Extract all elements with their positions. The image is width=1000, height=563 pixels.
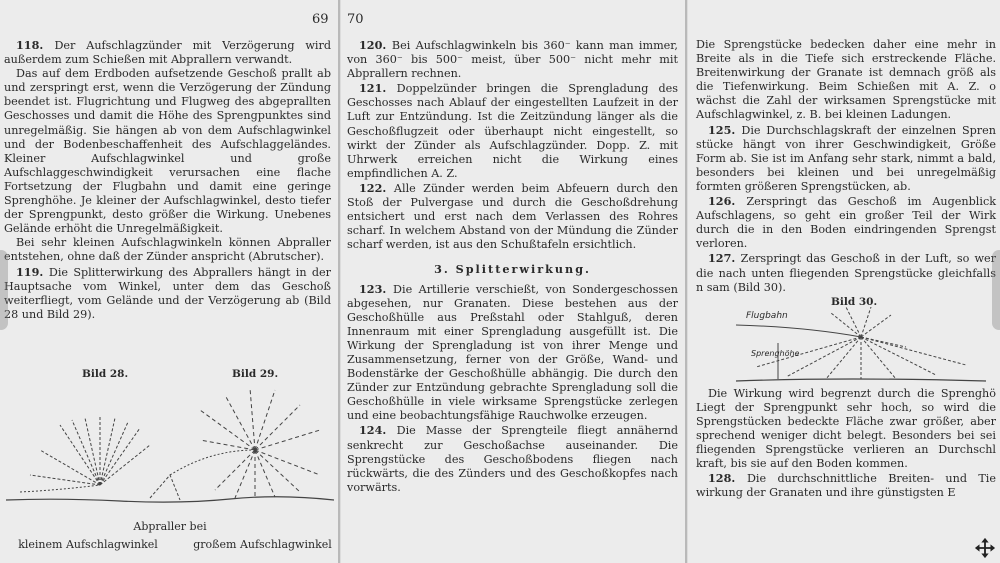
- paragraph-text: Das auf dem Erdboden aufsetzende Geschoß prallt ab und zerspringt erst, wenn die Verzögerung der Zündung beendet ist. Flugrichtung und Flugweg des abgeprallten Geschosses und damit die Höhe des Sprengpunktes sind unregelmäßig. Sie hängen ab von dem Aufschlagwinkel und der Bodenbeschaffenheit des Aufschlaggeländes. Kleiner Aufschlagwinkel und große Aufschlaggeschwindigkeit verursachen eine flache Fortsetzung der Flugbahn und damit eine geringe Sprenghöhe. Je kleiner der Aufschlagwinkel, desto tiefer der Sprengpunkt, desto größer die Wirkung. Unebenes Gelände erhöht die Unregelmäßigkeit.: [4, 67, 331, 236]
- paragraph-text: Der Aufschlagzünder mit Verzögerung wird außerdem zum Schießen mit Abprallern verwandt.: [4, 39, 331, 67]
- paragraph-number: 128.: [708, 471, 747, 486]
- paragraph: [347, 181, 678, 252]
- paragraph-text: Doppelzünder bringen die Sprengladung des Geschosses nach Ablauf der eingestellten Laufzeit in der Luft zur Entzündung. Ist die Zeitzündung länger als die Geschoßflugzeit oder überhaupt nicht eingestellt, so wirkt der Zünder als Aufschlagzünder. Dopp. Z. mit Uhrwerk erreichen nicht die Wirkung eines empfindlichen A. Z.: [347, 82, 678, 180]
- paragraph: [696, 194, 996, 251]
- page-turn-hint-left[interactable]: [0, 250, 8, 330]
- paragraph: [696, 387, 996, 472]
- paragraph-text: Die Durchschlagskraft der einzelnen Spren stücke hängt von ihrer Geschwindigkeit, Größe Form ab. Sie ist im Anfang sehr stark, nimmt a bald, besonders bei kleinen und bei unregelmäßig formten größeren Sprengstücken, ab.: [696, 123, 996, 193]
- paragraph: [347, 282, 678, 424]
- paragraph-text: Bei sehr kleinen Aufschlagwinkeln können Abpraller entstehen, ohne daß der Zünder anspricht (Abrutscher).: [4, 236, 331, 264]
- figure-caption-top: Abpraller bei: [133, 520, 207, 533]
- section-title: 3. Splitterwirkung.: [434, 262, 591, 277]
- paragraph-text: Die Wirkung wird begrenzt durch die Sprenghö Liegt der Sprengpunkt sehr hoch, so wird die Sprengstücken bedeckte Fläche zwar größer, aber sprechend weniger dicht belegt. Besonders bei sei fliegenden Sprengstücke verlieren an Durchschl kraft, bis sie auf den Boden kommen.: [696, 386, 996, 471]
- figure-label-30: Bild 30.: [831, 295, 878, 308]
- paragraph-text: Alle Zünder werden beim Abfeuern durch den Stoß der Pulvergase und durch die Geschoßdrehung entsichert und erst nach dem Verlassen des Rohres scharf. In welchem Abstand von der Mündung die Zünder scharf werden, ist aus den Schußtafeln ersichtlich.: [347, 181, 678, 252]
- page-gutter-2: [685, 0, 687, 563]
- paragraph-number: 119.: [16, 264, 49, 279]
- figure-ricochet: [0, 380, 338, 515]
- paragraph: [696, 471, 996, 500]
- paragraph: [4, 67, 331, 236]
- figure-label-28: Bild 28.: [82, 368, 129, 380]
- paragraph: [4, 265, 331, 322]
- page-turn-hint-right[interactable]: [992, 250, 1000, 330]
- text-column-left: [4, 38, 331, 322]
- page-gutter-1: [338, 0, 340, 563]
- page-right: [688, 0, 1000, 563]
- paragraph-number: 126.: [708, 194, 747, 209]
- paragraph-text: Die Splitterwirkung des Abprallers hängt in der Hauptsache vom Winkel, unter dem das Geschoß weiterfliegt, vom Gelände und der Verzögerung ab (Bild 28 und Bild 29).: [4, 265, 331, 321]
- paragraph-text: Die Artillerie verschießt, von Sondergeschossen abgesehen, nur Granaten. Diese bestehen aus der Geschoßhülle aus Preßstahl oder Stahlguß, deren Innenraum mit einer Sprengladung ausgefüllt ist. Die Wirkung der Sprengladung ist von ihrer Menge und Zusammensetzung, ferner von der Größe, Wand- und Bodenstärke der Geschoßhülle abhängig. Die durch den Zünder zur Entzündung gebrachte Sprengladung soll die Geschoßhülle in viele wirksame Sprengstücke zerlegen und eine beobachtungsfähige Rauchwolke erzeugen.: [347, 282, 678, 423]
- paragraph-number: 127.: [708, 251, 741, 266]
- paragraph-text: Bei Aufschlagwinkeln bis 360⁻ kann man immer, von 360⁻ bis 500⁻ meist, über 500⁻ nicht mehr mit Abprallern rechnen.: [347, 39, 678, 81]
- paragraph: [696, 38, 996, 123]
- page-number-left: 69: [312, 12, 329, 27]
- paragraph: [4, 236, 331, 264]
- paragraph: [4, 38, 331, 67]
- airburst-diagram: [696, 307, 996, 387]
- paragraph-text: Zerspringt das Geschoß im Augenblick Aufschlagens, so geht ein großer Teil der Wirk durch die in den Boden eindringenden Sprengst verloren.: [696, 195, 996, 251]
- page-left: [0, 0, 338, 563]
- paragraph-text: Die Sprengstücke bedecken daher eine mehr in Breite als in die Tiefe sich erstreckende Fläche. Breitenwirkung der Granate ist demnach größ als die Tiefenwirkung. Beim Schießen mit A. Z. o wächst die Zahl der wirksamen Sprengstücke mit Aufschlagwinkel, z. B. bei kleinen Ladungen.: [696, 38, 996, 122]
- paragraph-number: 121.: [359, 81, 397, 96]
- figure-caption-left: kleinem Aufschlagwinkel: [18, 538, 158, 551]
- paragraph-number: 120.: [359, 38, 392, 52]
- paragraph-number: 124.: [359, 423, 397, 438]
- text-column-right: [696, 38, 996, 500]
- paragraph-number: 125.: [708, 122, 742, 137]
- paragraph: [696, 251, 996, 294]
- paragraph-number: 122.: [359, 180, 394, 195]
- figure-caption-right: großem Aufschlagwinkel: [193, 538, 332, 551]
- figure-airburst: [696, 295, 996, 387]
- move-arrows-icon[interactable]: [974, 537, 996, 559]
- flugbahn-label: Flugbahn: [746, 310, 788, 321]
- paragraph: [347, 423, 678, 494]
- page-middle: [341, 0, 685, 563]
- paragraph: [347, 38, 678, 81]
- paragraph: [696, 123, 996, 194]
- paragraph-text: Die durchschnittliche Breiten- und Tie wirkung der Granaten und ihre günstigsten E: [696, 472, 996, 500]
- page-number-middle: 70: [347, 12, 364, 27]
- paragraph-text: Zerspringt das Geschoß in der Luft, so wer die nach unten fliegenden Sprengstücke gleichfalls n sam (Bild 30).: [696, 252, 996, 294]
- paragraph-number: 118.: [16, 38, 55, 52]
- text-column-middle: [347, 38, 678, 495]
- paragraph-text: Die Masse der Sprengteile fliegt annähernd senkrecht zur Geschoßachse auseinander. Die Sprengstücke des Geschoßbodens fliegen nach rückwärts, die des Zünders und des Geschoßkopfes nach vorwärts.: [347, 424, 678, 494]
- paragraph-number: 123.: [359, 281, 394, 296]
- sprenghoehe-label: Sprenghöhe: [751, 348, 800, 358]
- figure-label-29: Bild 29.: [232, 368, 279, 380]
- paragraph: [347, 81, 678, 181]
